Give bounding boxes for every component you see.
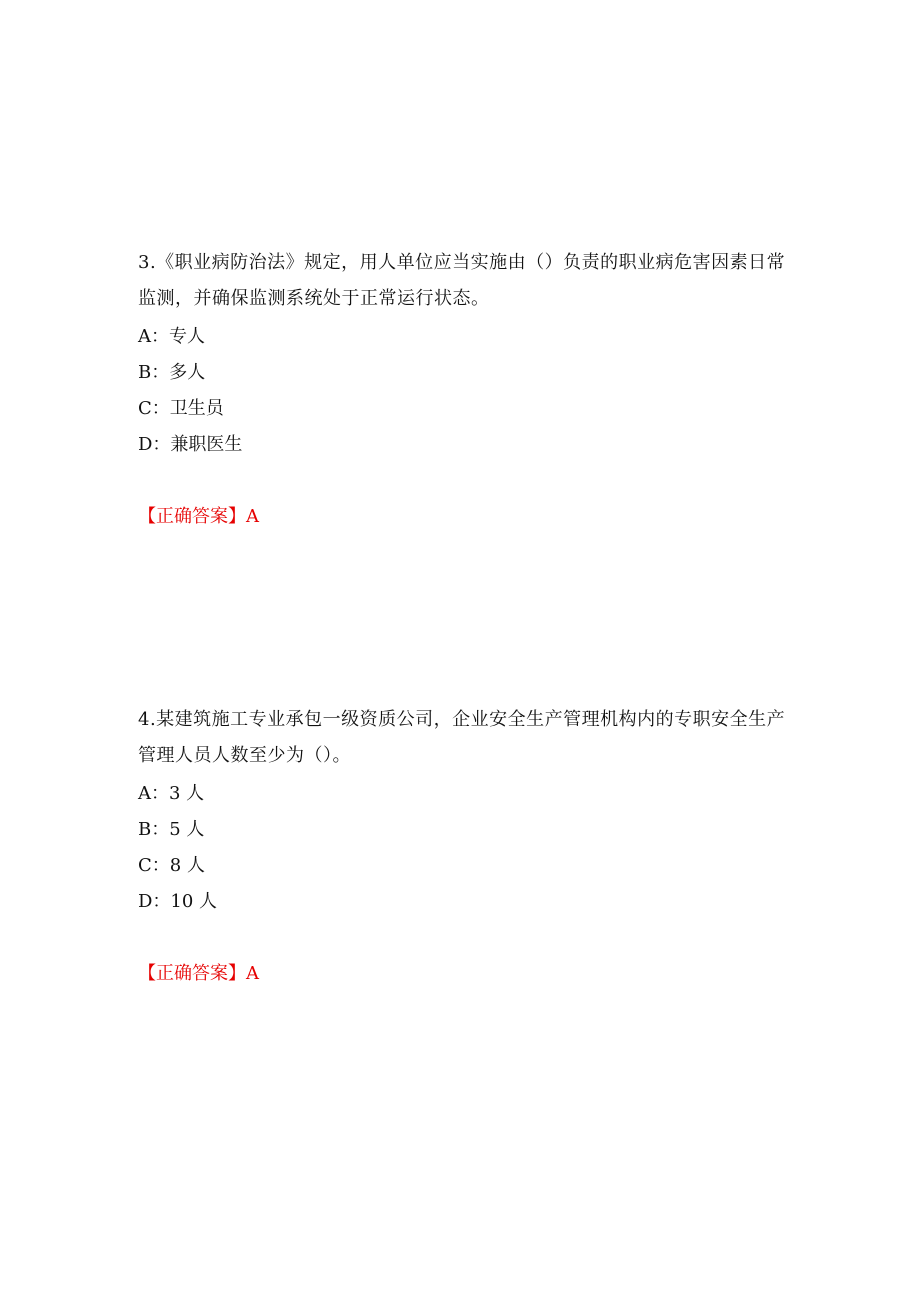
option-list — [138, 776, 788, 920]
answer-label: 【正确答案】 — [138, 963, 246, 984]
question-stem — [138, 245, 788, 317]
option-a: A：3 人 — [138, 783, 205, 804]
answer-3 — [138, 505, 259, 529]
answer-label: 【正确答案】 — [138, 506, 246, 527]
answer-value: A — [246, 506, 259, 527]
stem-line: 3.《职业病防治法》规定，用人单位应当实施由（）负责的职业病危害因素日常 — [138, 252, 786, 273]
answer-value: A — [246, 963, 259, 984]
question-stem — [138, 702, 788, 774]
option-a: A：专人 — [138, 326, 205, 347]
option-b: B：5 人 — [138, 819, 205, 840]
stem-line: 管理人员人数至少为（）。 — [138, 745, 351, 766]
stem-line: 监测，并确保监测系统处于正常运行状态。 — [138, 288, 490, 309]
question-3 — [138, 245, 788, 463]
answer-4 — [138, 962, 259, 986]
option-c: C：8 人 — [138, 855, 205, 876]
option-c: C：卫生员 — [138, 398, 224, 419]
option-b: B：多人 — [138, 362, 206, 383]
option-list — [138, 319, 788, 463]
option-d: D：兼职医生 — [138, 434, 243, 455]
stem-line: 4.某建筑施工专业承包一级资质公司，企业安全生产管理机构内的专职安全生产 — [138, 709, 786, 730]
question-4 — [138, 702, 788, 920]
option-d: D：10 人 — [138, 891, 218, 912]
